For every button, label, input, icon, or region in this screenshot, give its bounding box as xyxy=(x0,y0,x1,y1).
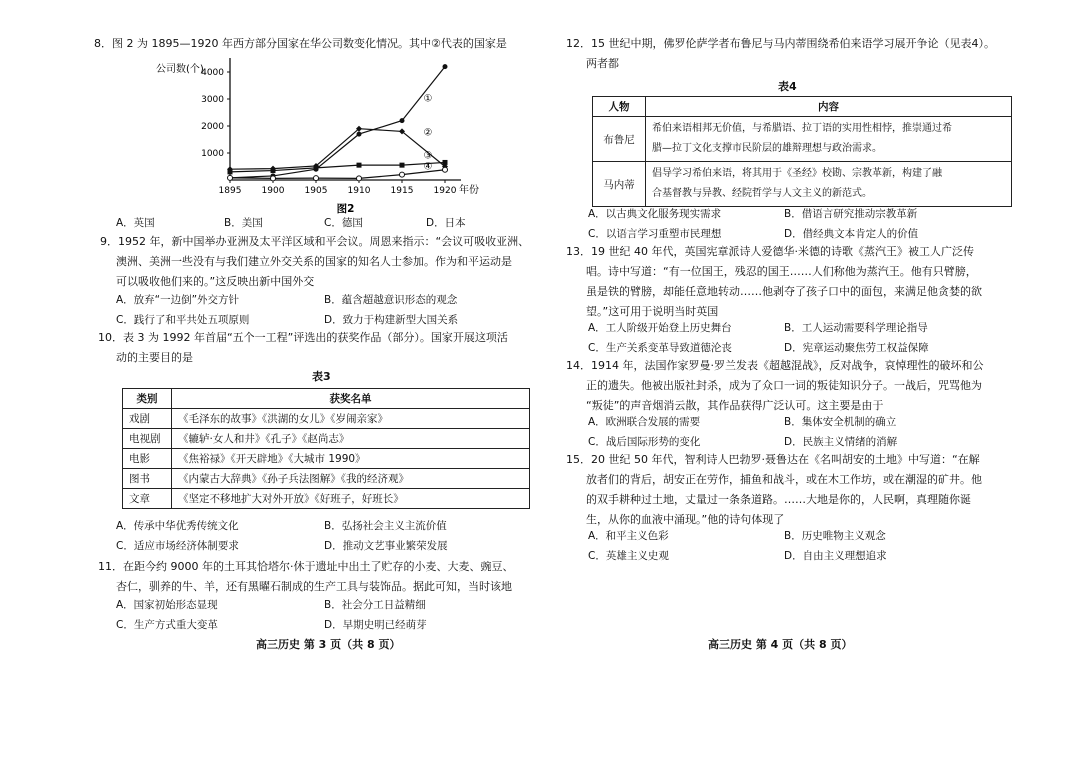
table-4 xyxy=(592,96,1012,207)
q12-option-b[interactable]: B．借语言研究推动宗教革新 xyxy=(784,208,918,220)
q8-option-c[interactable]: C．德国 xyxy=(324,217,363,229)
y-tick-label: 4000 xyxy=(201,68,224,78)
question-8 xyxy=(94,34,507,54)
q12-line: 12．15 世纪中期，佛罗伦萨学者布鲁尼与马内蒂围绕希伯来语学习展开争论（见表4）。 xyxy=(566,37,995,50)
table-row xyxy=(123,409,530,429)
data-point xyxy=(314,176,319,181)
data-point xyxy=(228,175,233,180)
q9-line: 9．1952 年，新中国举办亚洲及太平洋区域和平会议。周恩来指示：“会议可吸收亚洲、 xyxy=(100,235,530,248)
table-4-caption: 表4 xyxy=(778,80,797,93)
x-tick-label: 1905 xyxy=(304,186,328,196)
q14-line: “叛徒”的声音烟消云散，其作品获得广泛认可。这主要是由于 xyxy=(586,399,884,412)
q10-option-b[interactable]: B．弘扬社会主义主流价值 xyxy=(324,520,447,532)
q10-line: 10．表 3 为 1992 年首届“五个一工程”评选出的获奖作品（部分）。国家开展这项活 xyxy=(98,331,508,344)
q11-options xyxy=(116,595,516,635)
table-cell: 《辘轳·女人和井》《孔子》《赵尚志》 xyxy=(172,429,530,449)
q8-stem: 8．图 2 为 1895—1920 年西方部分国家在华公司数变化情况。其中②代表的国家是 xyxy=(94,37,507,50)
q14-option-d[interactable]: D．民族主义情绪的消解 xyxy=(784,436,898,448)
series-label: ③ xyxy=(423,150,433,162)
q10-option-d[interactable]: D．推动文艺事业繁荣发展 xyxy=(324,540,448,552)
table-row xyxy=(123,489,530,509)
series-label: ① xyxy=(423,93,433,105)
q13-line: 13．19 世纪 40 年代，英国宪章派诗人爱德华·米德的诗歌《蒸汽王》被工人广泛传 xyxy=(566,245,974,258)
question-12 xyxy=(566,34,995,74)
q11-option-a[interactable]: A．国家初始形态显现 xyxy=(116,599,218,611)
data-point xyxy=(271,168,276,173)
q9-option-d[interactable]: D．致力于构建新型大国关系 xyxy=(324,314,459,326)
table-3-caption: 表3 xyxy=(312,370,331,383)
table-cell-line: 腊—拉丁文化支撑市民阶层的雄辩理想与政治需求。 xyxy=(652,143,882,154)
question-11 xyxy=(98,557,513,597)
question-10 xyxy=(98,328,508,368)
y-tick-label: 1000 xyxy=(201,149,224,159)
data-point xyxy=(400,163,405,168)
table-3-header: 类别 xyxy=(123,389,172,409)
table-cell: 电视剧 xyxy=(123,429,172,449)
data-point xyxy=(400,118,405,123)
q8-option-b[interactable]: B．美国 xyxy=(224,217,263,229)
data-point xyxy=(228,169,233,174)
data-point xyxy=(443,167,448,172)
table-cell: 《毛泽东的故事》《洪湖的女儿》《岁闹亲家》 xyxy=(172,409,530,429)
x-tick-label: 1915 xyxy=(390,186,414,196)
data-point xyxy=(357,163,362,168)
data-point xyxy=(400,172,405,177)
table-cell xyxy=(646,162,1012,207)
table-cell: 《坚定不移地扩大对外开放》《好班子，好班长》 xyxy=(172,489,530,509)
table-4-header: 人物 xyxy=(593,97,646,117)
data-point xyxy=(443,160,448,165)
q12-option-c[interactable]: C．以语言学习重塑市民理想 xyxy=(588,228,722,240)
q14-option-c[interactable]: C．战后国际形势的变化 xyxy=(588,436,701,448)
table-cell: 马内蒂 xyxy=(593,162,646,207)
q15-option-b[interactable]: B．历史唯物主义观念 xyxy=(784,530,886,542)
table-row xyxy=(123,449,530,469)
table-cell-line: 倡导学习希伯来语，将其用于《圣经》校勘、宗教革新，构建了融 xyxy=(652,168,942,179)
q15-line: 生，从你的血液中涌现。”他的诗句体现了 xyxy=(586,513,785,526)
table-row xyxy=(593,117,1012,162)
data-point xyxy=(314,165,319,170)
q10-option-a[interactable]: A．传承中华优秀传统文化 xyxy=(116,520,239,532)
x-tick-label: 1895 xyxy=(218,186,242,196)
q15-line: 放者们的背后，胡安正在劳作，捕鱼和战斗，或在木工作坊，或在潮湿的矿井。他 xyxy=(586,473,982,486)
table-row xyxy=(123,429,530,449)
series-label: ② xyxy=(423,127,433,139)
data-point xyxy=(357,176,362,181)
q11-option-d[interactable]: D．早期史明已经萌芽 xyxy=(324,619,427,631)
data-point xyxy=(443,64,448,69)
series-line-2 xyxy=(230,129,445,170)
q14-line: 正的遗失。他被出版社封杀，成为了众口一词的叛徒知识分子。一战后，咒骂他为 xyxy=(586,379,982,392)
q13-line: 虽是铁的臂膀，却能任意地转动……他剥夺了孩子口中的面包，来满足他贪婪的欲 xyxy=(586,285,982,298)
table-cell: 布鲁尼 xyxy=(593,117,646,162)
y-tick-label: 3000 xyxy=(201,95,224,105)
figure-2-chart xyxy=(150,58,480,216)
q9-option-a[interactable]: A．放弃“一边倒”外交方针 xyxy=(116,294,240,306)
q13-options xyxy=(588,318,1008,358)
x-axis-label: 年份 xyxy=(459,185,479,196)
table-cell: 《焦裕禄》《开天辟地》《大城市 1990》 xyxy=(172,449,530,469)
table-cell-line: 合基督教与异教、经院哲学与人文主义的新范式。 xyxy=(652,188,872,199)
q10-line: 动的主要目的是 xyxy=(116,351,193,364)
q8-options xyxy=(116,213,516,233)
table-row xyxy=(123,469,530,489)
q15-option-a[interactable]: A．和平主义色彩 xyxy=(588,530,669,542)
q10-options xyxy=(116,516,516,556)
table-cell-line: 希伯来语相邦无价值，与希腊语、拉丁语的实用性相悖，推崇通过希 xyxy=(652,123,952,134)
question-14 xyxy=(566,356,983,416)
q14-option-a[interactable]: A．欧洲联合发展的需要 xyxy=(588,416,701,428)
q13-line: 望。”这可用于说明当时英国 xyxy=(586,305,719,318)
q11-option-b[interactable]: B．社会分工日益精细 xyxy=(324,599,426,611)
q9-option-c[interactable]: C．践行了和平共处五项原则 xyxy=(116,314,250,326)
x-tick-label: 1910 xyxy=(347,186,371,196)
data-point xyxy=(357,132,362,137)
q9-options xyxy=(116,290,516,330)
q14-line: 14．1914 年，法国作家罗曼·罗兰发表《超越混战》，反对战争，哀悼理性的破坏和公 xyxy=(566,359,984,372)
q15-option-d[interactable]: D．自由主义理想追求 xyxy=(784,550,887,562)
question-9 xyxy=(100,232,529,292)
series-line-3 xyxy=(230,162,445,171)
q12-option-d[interactable]: D．借经典文本肯定人的价值 xyxy=(784,228,919,240)
table-3 xyxy=(122,388,530,509)
q12-line: 两者都 xyxy=(586,57,619,70)
table-4-header: 内容 xyxy=(646,97,1012,117)
x-tick-label: 1920 xyxy=(433,186,457,196)
q11-option-c[interactable]: C．生产方式重大变革 xyxy=(116,619,218,631)
y-axis-label: 公司数(个) xyxy=(156,64,204,75)
chart-title: 图2 xyxy=(336,203,355,215)
q12-option-a[interactable]: A．以古典文化服务现实需求 xyxy=(588,208,722,220)
q9-line: 可以吸收他们来的。”这反映出新中国外交 xyxy=(116,275,315,288)
q9-option-b[interactable]: B．蕴含超越意识形态的观念 xyxy=(324,294,458,306)
right-page xyxy=(540,0,1080,763)
y-tick-label: 2000 xyxy=(201,122,224,132)
q14-options xyxy=(588,412,1008,452)
table-cell: 电影 xyxy=(123,449,172,469)
q13-line: 唱。诗中写道：“有一位国王，残忍的国王……人们称他为蒸汽王。他有只臂膀， xyxy=(586,265,977,278)
q15-line: 的双手耕种过土地，丈量过一条条道路。……大地是你的，人民啊，真理随你诞 xyxy=(586,493,971,506)
q15-options xyxy=(588,526,1008,566)
table-3-header: 获奖名单 xyxy=(172,389,530,409)
q11-line: 杏仁，驯养的牛、羊，还有黑曜石制成的生产工具与装饰品。据此可知，当时该地 xyxy=(116,580,512,593)
q13-option-a[interactable]: A．工人阶级开始登上历史舞台 xyxy=(588,322,732,334)
q11-line: 11．在距今约 9000 年的土耳其恰塔尔·休于遗址中出土了贮存的小麦、大麦、豌豆、 xyxy=(98,560,514,573)
question-15 xyxy=(566,450,982,530)
data-point xyxy=(271,176,276,181)
q10-option-c[interactable]: C．适应市场经济体制要求 xyxy=(116,540,239,552)
question-13 xyxy=(566,242,982,322)
q15-line: 15．20 世纪 50 年代，智利诗人巴勃罗·聂鲁达在《名叫胡安的土地》中写道：“在解 xyxy=(566,453,980,466)
q15-option-c[interactable]: C．英雄主义史观 xyxy=(588,550,669,562)
q12-options xyxy=(588,204,1008,244)
series-label: ④ xyxy=(423,161,433,173)
series-line-1 xyxy=(230,67,445,178)
table-cell: 图书 xyxy=(123,469,172,489)
x-tick-label: 1900 xyxy=(261,186,285,196)
q9-line: 澳洲、美洲一些没有与我们建立外交关系的国家的知名人士参加。作为和平运动是 xyxy=(116,255,512,268)
q8-option-a[interactable]: A．英国 xyxy=(116,217,155,229)
q13-option-c[interactable]: C．生产关系变革导致道德沦丧 xyxy=(588,342,732,354)
table-cell: 戏剧 xyxy=(123,409,172,429)
q8-option-d[interactable]: D．日本 xyxy=(426,217,466,229)
table-cell xyxy=(646,117,1012,162)
q13-option-b[interactable]: B．工人运动需要科学理论指导 xyxy=(784,322,928,334)
page-footer-left: 高三历史 第 3 页（共 8 页） xyxy=(256,638,401,651)
table-cell: 文章 xyxy=(123,489,172,509)
q13-option-d[interactable]: D．宪章运动聚焦劳工权益保障 xyxy=(784,342,929,354)
table-cell: 《内蒙古大辞典》《孙子兵法图解》《我的经济观》 xyxy=(172,469,530,489)
table-row xyxy=(593,162,1012,207)
q14-option-b[interactable]: B．集体安全机制的确立 xyxy=(784,416,897,428)
page-footer-right: 高三历史 第 4 页（共 8 页） xyxy=(708,638,853,651)
